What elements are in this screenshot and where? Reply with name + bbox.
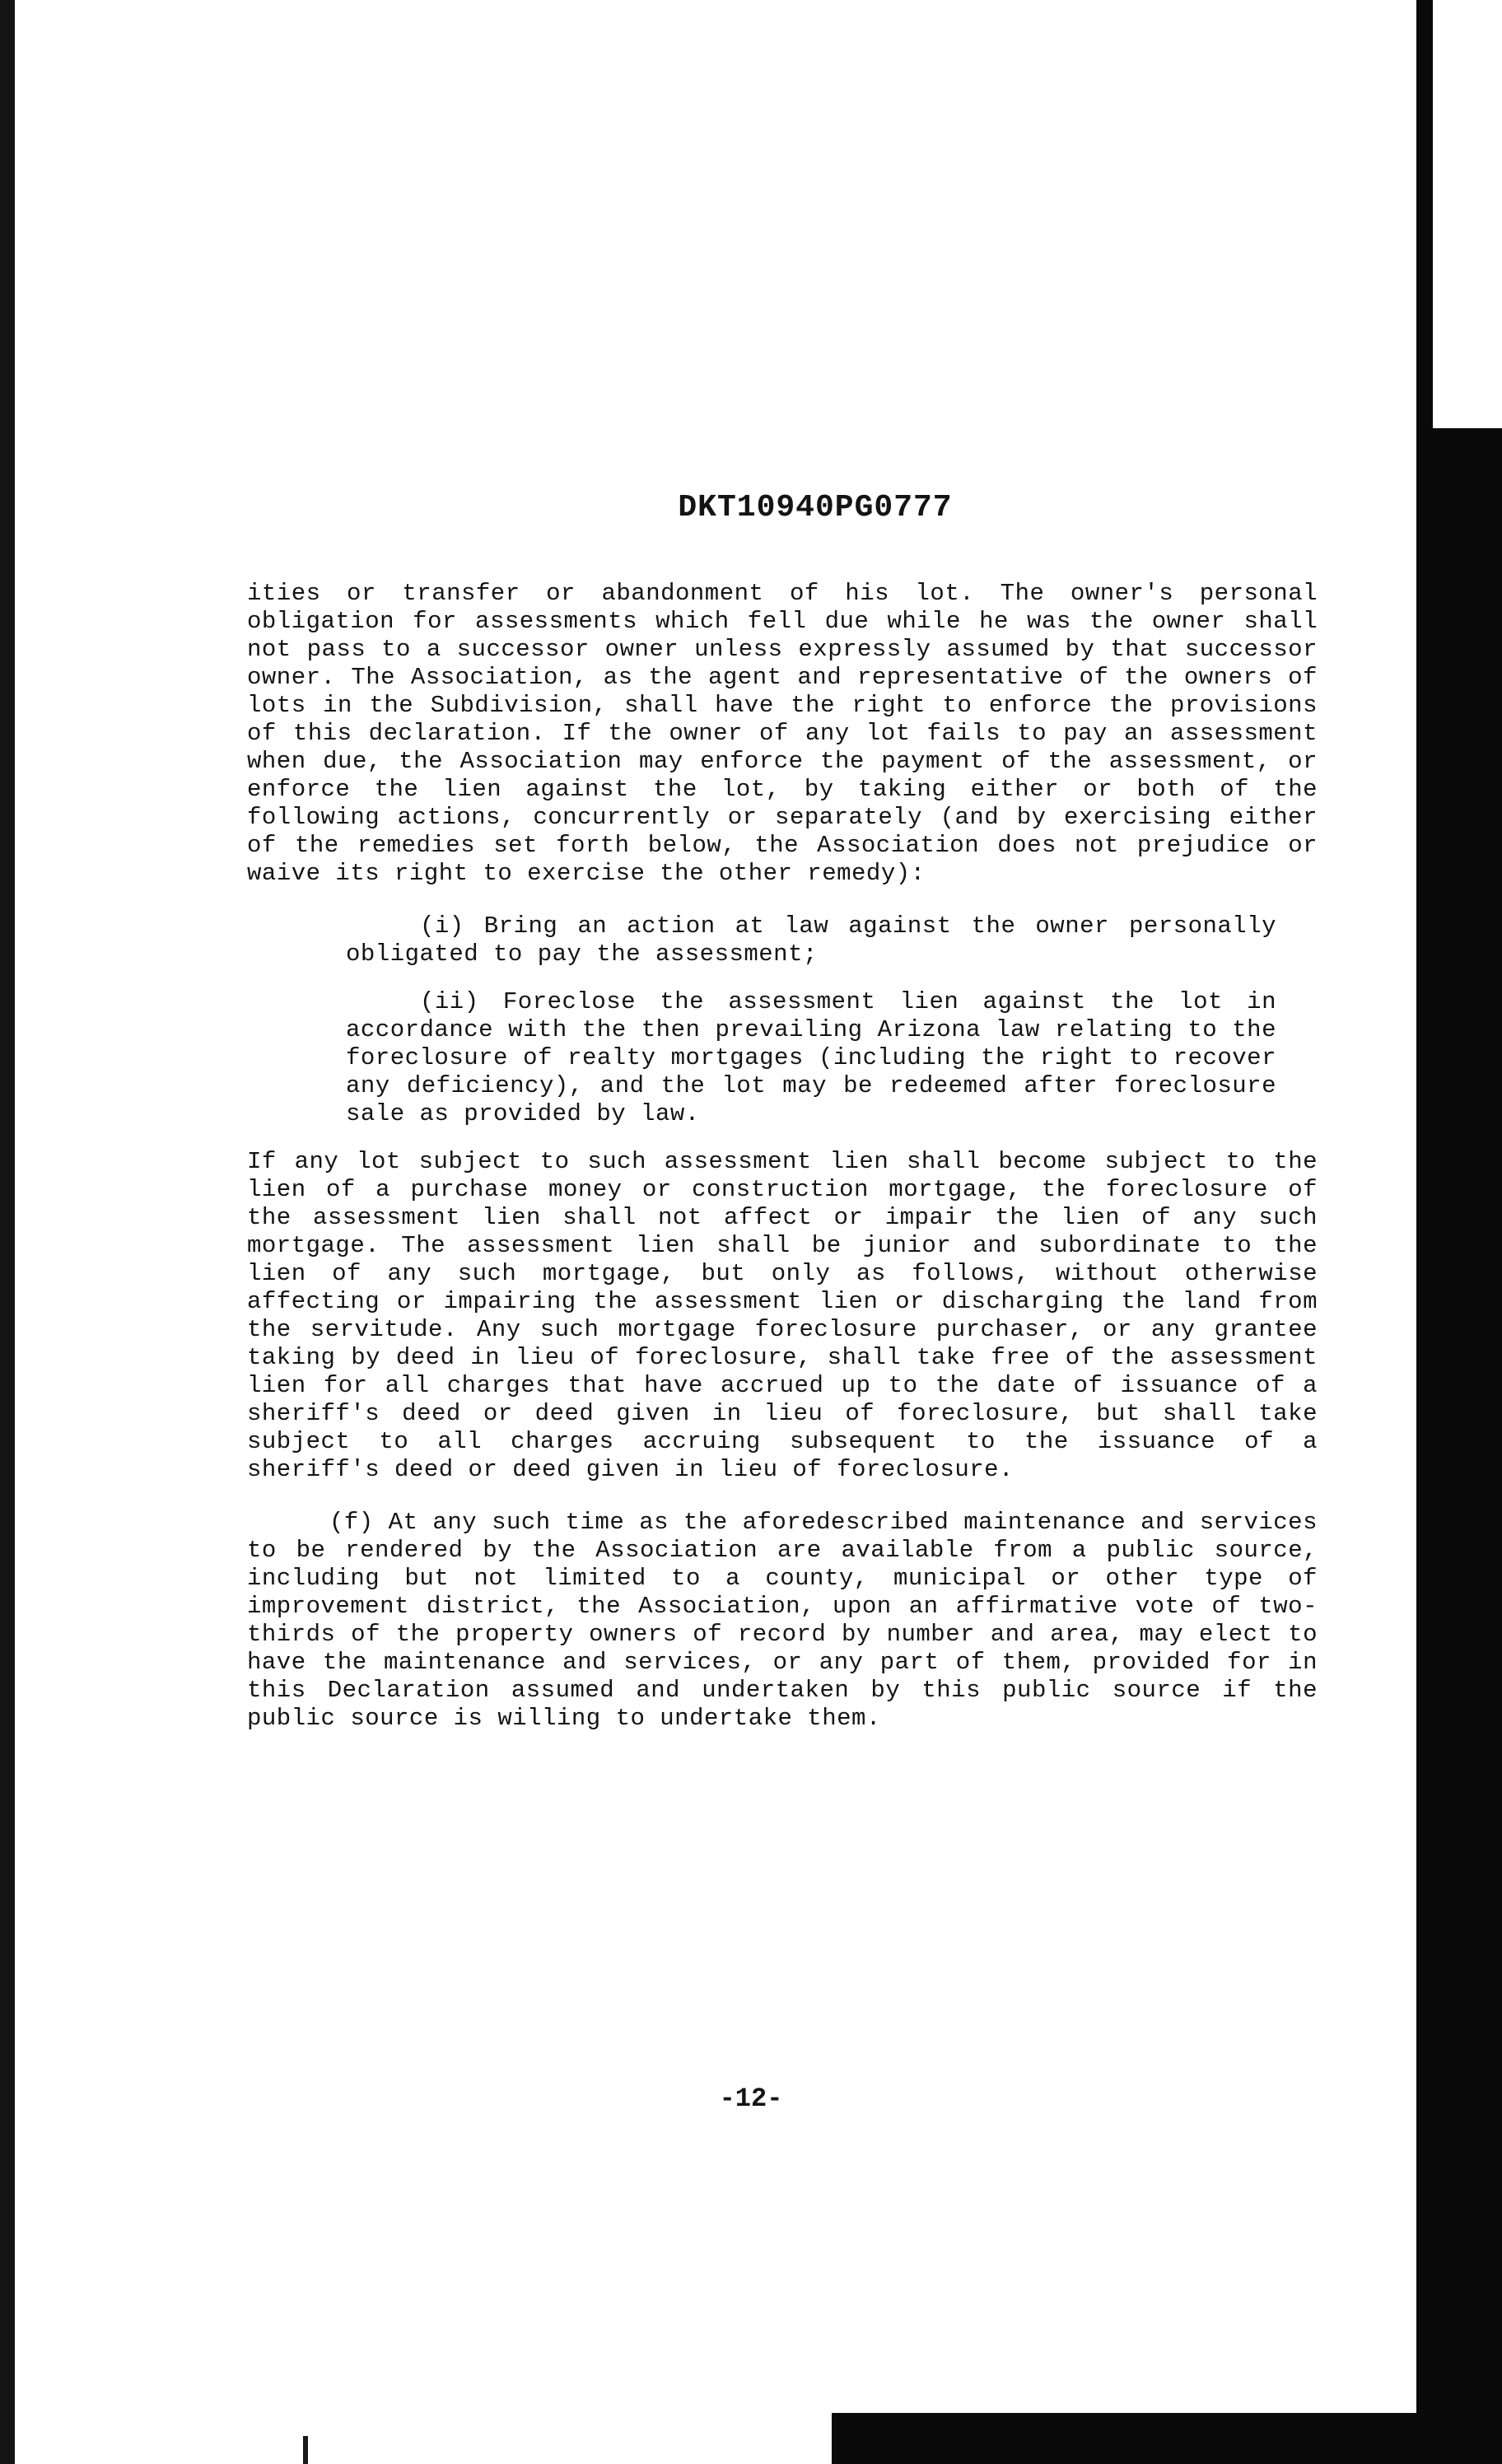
- page-number: -12-: [719, 2084, 783, 2114]
- book-page-code: DKT10940PG0777: [678, 490, 953, 525]
- paragraph-f-public-source: (f) At any such time as the aforedescribed maintenance and services to be rendered by the Association are available from a public source, including but not limited to a county, municipal or other type of improvement district, the Association, upon an affirmative vote of two-thirds of the property owners of record by number and area, may elect to have the maintenance and services, or any part of them, provided for in this Declaration assumed and undertaken by this public source if the public source is willing to undertake them.: [247, 1509, 1318, 1732]
- scan-right-edge-top: [1433, 0, 1502, 428]
- scan-bottom-edge: [832, 2413, 1502, 2464]
- remedy-item-i: (i) Bring an action at law against the owner personally obligated to pay the assessment;: [346, 912, 1276, 968]
- paragraph-mortgage-lien: If any lot subject to such assessment lien shall become subject to the lien of a purchase money or construction mortgage, the foreclosure of the assessment lien shall not affect or impair the lien of any such mortgage. The assessment lien shall be junior and subordinate to the lien of any such mortgage, but only as follows, without otherwise affecting or impairing the assessment lien or discharging the land from the servitude. Any such mortgage foreclosure purchaser, or any grantee taking by deed in lieu of foreclosure, shall take free of the assessment lien for all charges that have accrued up to the date of issuance of a sheriff's deed or deed given in lieu of foreclosure, but shall take subject to all charges accruing subsequent to the issuance of a sheriff's deed or deed given in lieu of foreclosure.: [247, 1148, 1318, 1483]
- remedy-item-ii: (ii) Foreclose the assessment lien against the lot in accordance with the then prevailing Arizona law relating to the foreclosure of realty mortgages (including the right to recover any deficiency), and the lot may be redeemed after foreclosure sale as provided by law.: [346, 988, 1276, 1127]
- document-body: [247, 490, 1318, 1757]
- scan-bottom-mark: [303, 2436, 308, 2464]
- paragraph-owner-obligation: ities or transfer or abandonment of his lot. The owner's personal obligation for assessments which fell due while he was the owner shall not pass to a successor owner unless expressly assumed by that successor owner. The Association, as the agent and representative of the owners of lots in the Subdivision, shall have the right to enforce the provisions of this declaration. If the owner of any lot fails to pay an assessment when due, the Association may enforce the payment of the assessment, or enforce the lien against the lot, by taking either or both of the following actions, concurrently or separately (and by exercising either of the remedies set forth below, the Association does not prejudice or waive its right to exercise the other remedy):: [247, 580, 1318, 887]
